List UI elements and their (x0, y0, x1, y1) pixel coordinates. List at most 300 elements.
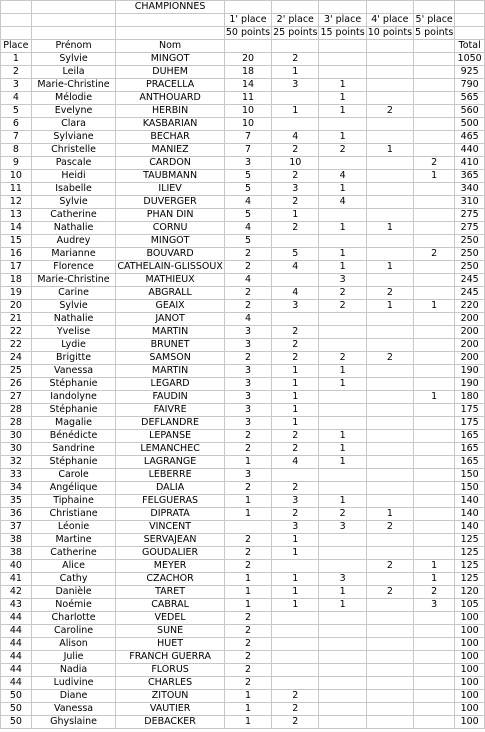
cell-total[interactable]: 310 (455, 196, 485, 209)
cell[interactable] (319, 40, 366, 53)
cell-first-place[interactable]: 2 (224, 612, 271, 625)
cell-first-place[interactable]: 2 (224, 664, 271, 677)
cell-fifth-place[interactable] (414, 521, 455, 534)
cell-second-place[interactable]: 2 (272, 443, 319, 456)
cell-nom[interactable]: DUVERGER (116, 196, 225, 209)
cell-nom[interactable]: CHARLES (116, 677, 225, 690)
cell-total[interactable]: 100 (455, 677, 485, 690)
cell-first-place[interactable]: 2 (224, 352, 271, 365)
cell-second-place[interactable]: 1 (272, 105, 319, 118)
cell-place[interactable]: 37 (1, 521, 32, 534)
cell-second-place[interactable]: 2 (272, 53, 319, 66)
cell[interactable] (272, 1, 319, 14)
cell-first-place[interactable]: 3 (224, 469, 271, 482)
cell-nom[interactable]: HERBIN (116, 105, 225, 118)
cell-place[interactable]: 40 (1, 560, 32, 573)
cell-first-place[interactable]: 1 (224, 573, 271, 586)
cell-place[interactable]: 44 (1, 651, 32, 664)
cell-prenom[interactable]: Marianne (31, 248, 116, 261)
cell-fourth-place[interactable] (366, 430, 413, 443)
cell-first-place[interactable]: 2 (224, 482, 271, 495)
cell-prenom[interactable]: Lydie (31, 339, 116, 352)
cell-fourth-place[interactable]: 1 (366, 144, 413, 157)
cell-second-place[interactable]: 1 (272, 573, 319, 586)
cell-second-place[interactable]: 1 (272, 391, 319, 404)
cell-fourth-place[interactable] (366, 157, 413, 170)
cell-fourth-place[interactable]: 1 (366, 300, 413, 313)
cell-prenom[interactable]: Léonie (31, 521, 116, 534)
cell-first-place[interactable]: 1 (224, 508, 271, 521)
cell-first-place[interactable]: 2 (224, 443, 271, 456)
cell-second-place[interactable]: 2 (272, 352, 319, 365)
cell-first-place[interactable] (224, 521, 271, 534)
cell-total[interactable]: 150 (455, 482, 485, 495)
points-header-3[interactable]: 15 points (320, 27, 365, 38)
cell-prenom[interactable]: Nadia (31, 664, 116, 677)
cell-nom[interactable]: DALIA (116, 482, 225, 495)
cell-fifth-place[interactable] (414, 66, 455, 79)
cell-fourth-place[interactable] (366, 495, 413, 508)
cell-third-place[interactable]: 4 (319, 196, 366, 209)
cell-first-place[interactable]: 3 (224, 326, 271, 339)
cell-fifth-place[interactable] (414, 703, 455, 716)
cell-second-place[interactable] (272, 651, 319, 664)
cell-total[interactable]: 100 (455, 703, 485, 716)
cell-second-place[interactable]: 2 (272, 430, 319, 443)
cell-fourth-place[interactable] (366, 53, 413, 66)
cell-fifth-place[interactable]: 1 (414, 170, 455, 183)
cell-second-place[interactable]: 2 (272, 196, 319, 209)
cell-total[interactable]: 340 (455, 183, 485, 196)
cell-total[interactable]: 140 (455, 521, 485, 534)
cell-place[interactable]: 2 (1, 66, 32, 79)
cell-fifth-place[interactable] (414, 183, 455, 196)
cell-prenom[interactable]: Nathalie (31, 313, 116, 326)
cell-fourth-place[interactable] (366, 482, 413, 495)
cell-fifth-place[interactable] (414, 118, 455, 131)
cell-third-place[interactable]: 3 (319, 274, 366, 287)
cell-fifth-place[interactable] (414, 326, 455, 339)
cell[interactable] (272, 40, 319, 53)
cell-fourth-place[interactable] (366, 92, 413, 105)
cell-first-place[interactable]: 1 (224, 599, 271, 612)
cell-first-place[interactable]: 2 (224, 625, 271, 638)
cell-nom[interactable]: MARTIN (116, 365, 225, 378)
cell-second-place[interactable] (272, 612, 319, 625)
cell-total[interactable]: 275 (455, 209, 485, 222)
cell-total[interactable]: 245 (455, 287, 485, 300)
cell-fifth-place[interactable] (414, 352, 455, 365)
cell-second-place[interactable] (272, 638, 319, 651)
cell-first-place[interactable]: 1 (224, 690, 271, 703)
cell-third-place[interactable]: 1 (319, 456, 366, 469)
cell-third-place[interactable]: 2 (319, 508, 366, 521)
cell-fourth-place[interactable]: 1 (366, 261, 413, 274)
points-header-4[interactable]: 10 points (367, 27, 413, 38)
cell-nom[interactable]: DEBACKER (116, 716, 225, 729)
cell-place[interactable]: 38 (1, 547, 32, 560)
cell-prenom[interactable]: Pascale (31, 157, 116, 170)
cell[interactable] (31, 27, 116, 40)
cell-second-place[interactable]: 2 (272, 339, 319, 352)
cell-third-place[interactable]: 1 (319, 599, 366, 612)
cell-prenom[interactable]: Sylvie (31, 53, 116, 66)
cell-second-place[interactable]: 1 (272, 378, 319, 391)
cell-fourth-place[interactable]: 2 (366, 560, 413, 573)
cell-prenom[interactable]: Caroline (31, 625, 116, 638)
cell-total[interactable]: 200 (455, 313, 485, 326)
cell-third-place[interactable] (319, 716, 366, 729)
cell-total[interactable]: 125 (455, 560, 485, 573)
sheet-title[interactable]: CHAMPIONNES (116, 1, 225, 14)
cell-fourth-place[interactable] (366, 196, 413, 209)
cell-place[interactable]: 44 (1, 612, 32, 625)
cell-place[interactable]: 26 (1, 378, 32, 391)
cell-prenom[interactable]: Stéphanie (31, 456, 116, 469)
cell-fourth-place[interactable] (366, 339, 413, 352)
cell-second-place[interactable]: 2 (272, 144, 319, 157)
cell-first-place[interactable]: 2 (224, 651, 271, 664)
cell-second-place[interactable]: 1 (272, 404, 319, 417)
cell-first-place[interactable]: 5 (224, 209, 271, 222)
cell[interactable] (414, 1, 455, 14)
cell-third-place[interactable]: 2 (319, 300, 366, 313)
cell-fourth-place[interactable] (366, 677, 413, 690)
cell-total[interactable]: 440 (455, 144, 485, 157)
cell-place[interactable]: 12 (1, 196, 32, 209)
cell-second-place[interactable]: 2 (272, 716, 319, 729)
cell-fourth-place[interactable] (366, 417, 413, 430)
cell-fifth-place[interactable] (414, 443, 455, 456)
cell-place[interactable]: 32 (1, 456, 32, 469)
cell-place[interactable]: 44 (1, 638, 32, 651)
cell-fourth-place[interactable] (366, 183, 413, 196)
cell-first-place[interactable]: 4 (224, 196, 271, 209)
cell-fourth-place[interactable] (366, 664, 413, 677)
cell-prenom[interactable]: Cathy (31, 573, 116, 586)
cell-third-place[interactable]: 1 (319, 131, 366, 144)
cell-total[interactable]: 140 (455, 508, 485, 521)
cell-second-place[interactable] (272, 118, 319, 131)
header-prenom[interactable]: Prénom (31, 40, 116, 53)
cell-fifth-place[interactable] (414, 547, 455, 560)
cell-second-place[interactable]: 2 (272, 222, 319, 235)
cell-nom[interactable]: FAIVRE (116, 404, 225, 417)
cell-total[interactable]: 190 (455, 365, 485, 378)
cell-fifth-place[interactable] (414, 534, 455, 547)
cell-third-place[interactable]: 1 (319, 105, 366, 118)
cell-nom[interactable]: DEFLANDRE (116, 417, 225, 430)
cell-place[interactable]: 41 (1, 573, 32, 586)
cell-prenom[interactable]: Christiane (31, 508, 116, 521)
cell[interactable] (1, 1, 32, 14)
cell-fourth-place[interactable] (366, 690, 413, 703)
place-header-2[interactable]: 2' place (272, 14, 319, 27)
cell-first-place[interactable]: 2 (224, 430, 271, 443)
cell-prenom[interactable]: Brigitte (31, 352, 116, 365)
cell-first-place[interactable]: 2 (224, 287, 271, 300)
cell-second-place[interactable]: 1 (272, 586, 319, 599)
cell-fourth-place[interactable] (366, 456, 413, 469)
cell-total[interactable]: 500 (455, 118, 485, 131)
cell-nom[interactable]: MARTIN (116, 326, 225, 339)
cell-prenom[interactable]: Stéphanie (31, 404, 116, 417)
cell-total[interactable]: 100 (455, 716, 485, 729)
cell-fifth-place[interactable] (414, 144, 455, 157)
cell-fifth-place[interactable]: 1 (414, 391, 455, 404)
cell-fourth-place[interactable]: 1 (366, 222, 413, 235)
cell-total[interactable]: 200 (455, 339, 485, 352)
cell-total[interactable]: 175 (455, 404, 485, 417)
cell-nom[interactable]: SERVAJEAN (116, 534, 225, 547)
cell-third-place[interactable]: 1 (319, 495, 366, 508)
cell-third-place[interactable] (319, 235, 366, 248)
cell-nom[interactable]: GOUDALIER (116, 547, 225, 560)
cell-total[interactable]: 125 (455, 547, 485, 560)
cell-third-place[interactable] (319, 404, 366, 417)
cell-fifth-place[interactable] (414, 430, 455, 443)
cell-second-place[interactable]: 1 (272, 534, 319, 547)
cell-first-place[interactable]: 1 (224, 456, 271, 469)
cell-fourth-place[interactable] (366, 66, 413, 79)
cell[interactable] (455, 27, 485, 40)
cell-first-place[interactable]: 2 (224, 261, 271, 274)
cell-third-place[interactable]: 2 (319, 287, 366, 300)
cell-nom[interactable]: ILIEV (116, 183, 225, 196)
cell-nom[interactable]: CABRAL (116, 599, 225, 612)
cell-fourth-place[interactable]: 2 (366, 521, 413, 534)
cell-second-place[interactable]: 2 (272, 690, 319, 703)
cell-first-place[interactable]: 3 (224, 378, 271, 391)
cell-prenom[interactable]: Vanessa (31, 703, 116, 716)
cell[interactable] (1, 27, 32, 40)
cell-third-place[interactable] (319, 664, 366, 677)
cell-fourth-place[interactable] (366, 534, 413, 547)
cell-second-place[interactable]: 4 (272, 456, 319, 469)
header-place[interactable]: Place (1, 40, 32, 53)
cell-total[interactable]: 125 (455, 534, 485, 547)
cell-fifth-place[interactable]: 3 (414, 599, 455, 612)
cell-prenom[interactable]: Sylvie (31, 196, 116, 209)
cell-third-place[interactable] (319, 53, 366, 66)
cell-prenom[interactable]: Nathalie (31, 222, 116, 235)
cell-place[interactable]: 21 (1, 313, 32, 326)
cell-second-place[interactable]: 1 (272, 209, 319, 222)
cell-third-place[interactable] (319, 677, 366, 690)
cell-fifth-place[interactable] (414, 105, 455, 118)
cell-fifth-place[interactable] (414, 274, 455, 287)
cell-place[interactable]: 11 (1, 183, 32, 196)
cell-nom[interactable]: DIPRATA (116, 508, 225, 521)
cell-fifth-place[interactable] (414, 339, 455, 352)
cell-third-place[interactable] (319, 391, 366, 404)
cell-second-place[interactable]: 5 (272, 248, 319, 261)
cell-nom[interactable]: MATHIEUX (116, 274, 225, 287)
cell-nom[interactable]: SUNE (116, 625, 225, 638)
cell-second-place[interactable]: 3 (272, 79, 319, 92)
cell-nom[interactable]: LEMANCHEC (116, 443, 225, 456)
cell-first-place[interactable]: 14 (224, 79, 271, 92)
cell-first-place[interactable]: 2 (224, 534, 271, 547)
cell-second-place[interactable]: 1 (272, 599, 319, 612)
points-header-1[interactable]: 50 points (225, 27, 271, 38)
cell-first-place[interactable]: 3 (224, 391, 271, 404)
cell-prenom[interactable]: Iandolyne (31, 391, 116, 404)
cell-first-place[interactable]: 1 (224, 495, 271, 508)
cell-place[interactable]: 24 (1, 352, 32, 365)
cell[interactable] (224, 40, 271, 53)
cell-nom[interactable]: LEBERRE (116, 469, 225, 482)
cell-fifth-place[interactable]: 1 (414, 560, 455, 573)
cell-third-place[interactable]: 2 (319, 352, 366, 365)
cell-second-place[interactable]: 2 (272, 326, 319, 339)
cell-total[interactable]: 125 (455, 573, 485, 586)
cell-first-place[interactable]: 2 (224, 638, 271, 651)
cell-fifth-place[interactable]: 1 (414, 573, 455, 586)
cell-total[interactable]: 245 (455, 274, 485, 287)
cell-place[interactable]: 15 (1, 235, 32, 248)
cell-third-place[interactable] (319, 469, 366, 482)
cell-fifth-place[interactable] (414, 508, 455, 521)
cell[interactable] (31, 14, 116, 27)
cell-third-place[interactable] (319, 339, 366, 352)
cell-second-place[interactable] (272, 625, 319, 638)
cell-prenom[interactable]: Alison (31, 638, 116, 651)
cell-place[interactable]: 42 (1, 586, 32, 599)
cell[interactable] (31, 1, 116, 14)
cell-total[interactable]: 200 (455, 326, 485, 339)
cell-prenom[interactable]: Clara (31, 118, 116, 131)
cell-fifth-place[interactable] (414, 131, 455, 144)
cell-third-place[interactable] (319, 157, 366, 170)
cell-prenom[interactable]: Sandrine (31, 443, 116, 456)
cell-prenom[interactable]: Carine (31, 287, 116, 300)
cell-first-place[interactable]: 5 (224, 183, 271, 196)
cell-second-place[interactable] (272, 235, 319, 248)
cell-fifth-place[interactable] (414, 287, 455, 300)
cell-prenom[interactable]: Danièle (31, 586, 116, 599)
cell-fifth-place[interactable]: 2 (414, 157, 455, 170)
cell-place[interactable]: 9 (1, 157, 32, 170)
cell-third-place[interactable] (319, 560, 366, 573)
cell-prenom[interactable]: Heidi (31, 170, 116, 183)
cell-place[interactable]: 30 (1, 430, 32, 443)
cell-third-place[interactable] (319, 625, 366, 638)
cell-place[interactable]: 10 (1, 170, 32, 183)
cell-second-place[interactable] (272, 560, 319, 573)
cell-place[interactable]: 30 (1, 443, 32, 456)
cell-fifth-place[interactable] (414, 378, 455, 391)
cell-fifth-place[interactable] (414, 612, 455, 625)
cell-place[interactable]: 28 (1, 417, 32, 430)
cell-first-place[interactable]: 4 (224, 313, 271, 326)
cell[interactable] (1, 14, 32, 27)
cell-third-place[interactable]: 3 (319, 521, 366, 534)
cell-third-place[interactable]: 1 (319, 261, 366, 274)
cell-first-place[interactable]: 1 (224, 703, 271, 716)
cell-nom[interactable]: MINGOT (116, 53, 225, 66)
cell-nom[interactable]: ABGRALL (116, 287, 225, 300)
cell-nom[interactable]: SAMSON (116, 352, 225, 365)
cell-place[interactable]: 16 (1, 248, 32, 261)
cell-third-place[interactable]: 1 (319, 79, 366, 92)
cell-total[interactable]: 790 (455, 79, 485, 92)
cell-total[interactable]: 250 (455, 248, 485, 261)
cell-third-place[interactable]: 1 (319, 430, 366, 443)
cell-fifth-place[interactable] (414, 690, 455, 703)
cell-prenom[interactable]: Evelyne (31, 105, 116, 118)
cell-fourth-place[interactable] (366, 638, 413, 651)
cell-place[interactable]: 6 (1, 118, 32, 131)
cell-first-place[interactable]: 5 (224, 170, 271, 183)
cell-nom[interactable]: DUHEM (116, 66, 225, 79)
cell-place[interactable]: 28 (1, 404, 32, 417)
cell-prenom[interactable]: Charlotte (31, 612, 116, 625)
cell-nom[interactable]: BRUNET (116, 339, 225, 352)
cell-first-place[interactable]: 2 (224, 560, 271, 573)
cell-nom[interactable]: FELGUERAS (116, 495, 225, 508)
cell-third-place[interactable] (319, 638, 366, 651)
cell-total[interactable]: 100 (455, 638, 485, 651)
cell-fifth-place[interactable] (414, 482, 455, 495)
cell-second-place[interactable] (272, 313, 319, 326)
cell-fourth-place[interactable] (366, 313, 413, 326)
cell-total[interactable]: 220 (455, 300, 485, 313)
cell-prenom[interactable]: Ludivine (31, 677, 116, 690)
cell-first-place[interactable]: 1 (224, 716, 271, 729)
cell-total[interactable]: 140 (455, 495, 485, 508)
cell-third-place[interactable]: 3 (319, 573, 366, 586)
cell-place[interactable]: 34 (1, 482, 32, 495)
cell-third-place[interactable]: 2 (319, 144, 366, 157)
cell-second-place[interactable]: 3 (272, 495, 319, 508)
cell-place[interactable]: 44 (1, 625, 32, 638)
cell-nom[interactable]: TAUBMANN (116, 170, 225, 183)
cell-second-place[interactable]: 4 (272, 261, 319, 274)
cell-fourth-place[interactable] (366, 547, 413, 560)
cell-first-place[interactable]: 2 (224, 677, 271, 690)
cell-total[interactable]: 925 (455, 66, 485, 79)
header-nom[interactable]: Nom (116, 40, 225, 53)
cell-fifth-place[interactable]: 2 (414, 586, 455, 599)
cell-third-place[interactable] (319, 612, 366, 625)
cell-place[interactable]: 35 (1, 495, 32, 508)
cell-fifth-place[interactable] (414, 716, 455, 729)
cell-nom[interactable]: TARET (116, 586, 225, 599)
cell-fifth-place[interactable] (414, 365, 455, 378)
cell-fifth-place[interactable] (414, 196, 455, 209)
cell-place[interactable]: 22 (1, 339, 32, 352)
cell-prenom[interactable]: Catherine (31, 547, 116, 560)
cell-fourth-place[interactable]: 2 (366, 287, 413, 300)
cell-prenom[interactable]: Catherine (31, 209, 116, 222)
cell-fourth-place[interactable]: 1 (366, 508, 413, 521)
cell-nom[interactable]: ZITOUN (116, 690, 225, 703)
cell-place[interactable]: 25 (1, 365, 32, 378)
cell-fifth-place[interactable] (414, 53, 455, 66)
cell-prenom[interactable]: Alice (31, 560, 116, 573)
cell-prenom[interactable]: Angélique (31, 482, 116, 495)
cell-first-place[interactable]: 3 (224, 157, 271, 170)
cell-total[interactable]: 100 (455, 651, 485, 664)
cell-fifth-place[interactable] (414, 261, 455, 274)
cell-fifth-place[interactable] (414, 456, 455, 469)
cell-nom[interactable]: HUET (116, 638, 225, 651)
cell-first-place[interactable]: 2 (224, 300, 271, 313)
cell-prenom[interactable]: Magalie (31, 417, 116, 430)
cell-third-place[interactable] (319, 118, 366, 131)
cell-place[interactable]: 36 (1, 508, 32, 521)
